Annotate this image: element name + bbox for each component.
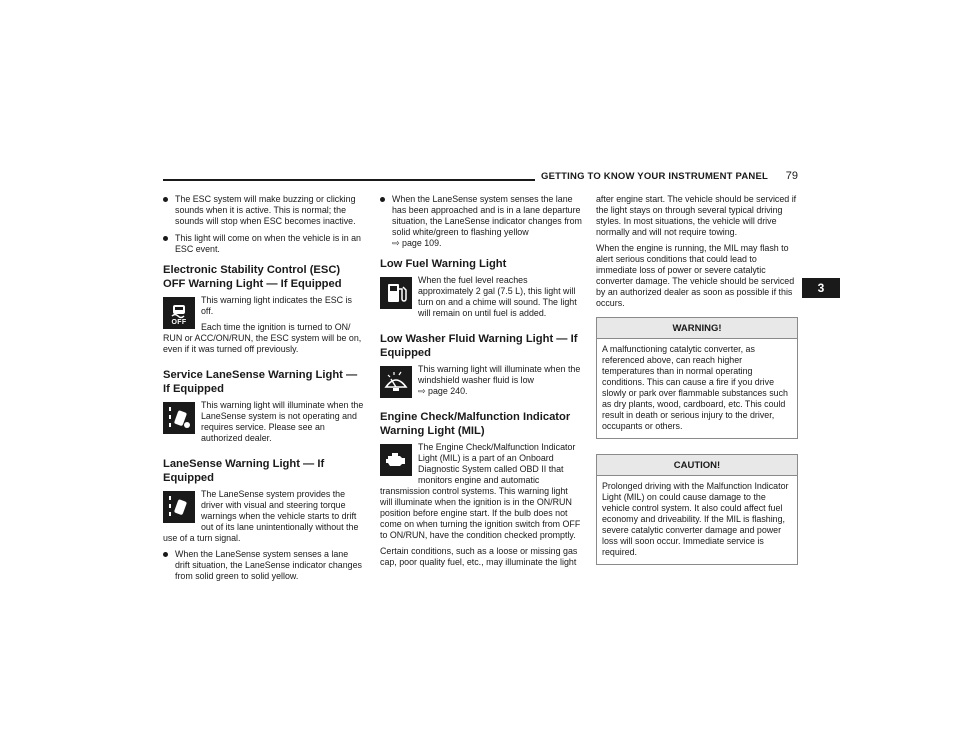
low-washer-text: This warning light will illuminate when the windshield washer fluid is low — [418, 364, 581, 385]
low-fuel-icon — [380, 277, 412, 309]
page-header — [163, 170, 800, 188]
fuel-pump-icon — [385, 281, 407, 305]
esc-off-para-1: This warning light indicates the ESC is off. — [201, 295, 352, 316]
bullet-text: This light will come on when the vehicle is in an ESC event. — [175, 233, 361, 254]
esc-off-icon — [163, 297, 195, 329]
bullet-text: When the LaneSense system senses a lane drift situation, the LaneSense indicator changes from solid green to solid yellow. — [175, 549, 362, 581]
lanesense-section — [163, 489, 365, 549]
column-1 — [163, 194, 365, 588]
bullet-text: The ESC system will make buzzing or clicking sounds when it is active. This is normal; the sounds will stop when ESC becomes inactive. — [175, 194, 356, 226]
caution-title: CAUTION! — [597, 455, 797, 476]
column-3 — [596, 194, 798, 565]
list-item — [380, 194, 582, 249]
page-number: 79 — [785, 170, 798, 182]
warning-body: A malfunctioning catalytic converter, as referenced above, can reach higher temperatures than in normal operating conditions. This can cause a fire if you drive slowly or park over flammable substances such as dry plants, wood, cardboard, etc. This could result in death or serious injury to the driver, occupants or others. — [602, 344, 788, 431]
chapter-tab: 3 — [802, 278, 840, 298]
mil-para-1: The Engine Check/Malfunction Indicator Light (MIL) is a part of an Onboard Diagnostic System called OBD II that monitors engine and automatic transmission control systems. This warning light will illuminate when the ignition is in the ON/RUN position before engine start. If the bulb does not come on when turning the ignition switch from OFF to ON/RUN, have the condition checked promptly. — [380, 442, 581, 540]
washer-fluid-icon — [380, 366, 412, 398]
warning-box — [596, 317, 798, 439]
service-lanesense-para: This warning light will illuminate when the LaneSense system is not operating and requires service. Please see an authorized dealer. — [201, 400, 364, 443]
service-lanesense-heading: Service LaneSense Warning Light — If Equipped — [163, 369, 358, 395]
low-fuel-section — [380, 275, 582, 324]
mil-continued-para-2: When the engine is running, the MIL may flash to alert serious conditions that could lead to immediate loss of power or severe catalytic converter damage. The vehicle should be serviced by an authorized dealer as soon as possible if this occurs. — [596, 243, 795, 308]
lane-car-icon — [166, 494, 192, 520]
page-ref-link[interactable]: page 240. — [428, 386, 468, 396]
low-fuel-heading: Low Fuel Warning Light — [380, 258, 507, 270]
warning-title: WARNING! — [597, 318, 797, 339]
bullet-icon — [163, 552, 168, 557]
section-title: GETTING TO KNOW YOUR INSTRUMENT PANEL — [535, 171, 768, 182]
service-lanesense-icon — [163, 402, 195, 434]
low-fuel-para: When the fuel level reaches approximately 2 gal (7.5 L), this light will turn on and a chime will sound. The light will remain on until fuel is added. — [418, 275, 577, 318]
esc-off-section — [163, 295, 365, 360]
bullet-icon — [163, 236, 168, 241]
mil-para-2: Certain conditions, such as a loose or missing gas cap, poor quality fuel, etc., may illuminate the light — [380, 546, 578, 567]
icon-off-label: OFF — [171, 319, 187, 326]
mil-heading: Engine Check/Malfunction Indicator Warning Light (MIL) — [380, 411, 571, 437]
mil-continued-para-1: after engine start. The vehicle should be serviced if the light stays on through several typical driving styles. In most situations, the vehicle will drive normally and will not require towing. — [596, 194, 797, 237]
esc-off-para-2: Each time the ignition is turned to ON/ RUN or ACC/ON/RUN, the ESC system will be on, even if it was turned off previously. — [163, 322, 362, 354]
check-engine-icon — [380, 444, 412, 476]
esc-off-heading: Electronic Stability Control (ESC) OFF Warning Light — If Equipped — [163, 264, 342, 290]
lanesense-para: The LaneSense system provides the driver with visual and steering torque warnings when the vehicle starts to drift out of its lane unintentionally without the use of a turn signal. — [163, 489, 359, 543]
low-washer-heading: Low Washer Fluid Warning Light — If Equipped — [380, 333, 578, 359]
page-ref-arrow-icon: ⇨ — [392, 238, 400, 248]
bullet-icon — [380, 197, 385, 202]
page-ref-link[interactable]: page 109. — [402, 238, 442, 248]
page-ref-arrow-icon: ⇨ — [418, 386, 426, 396]
mil-section — [380, 442, 582, 546]
lanesense-icon — [163, 491, 195, 523]
lanesense-heading: LaneSense Warning Light — If Equipped — [163, 458, 325, 484]
engine-icon — [383, 450, 409, 470]
low-washer-section — [380, 364, 582, 402]
list-item — [163, 549, 365, 582]
bullet-text: When the LaneSense system senses the lane has been approached and is in a lane departure situation, the LaneSense indicator changes from solid white/green to flashing yellow — [392, 194, 582, 237]
list-item — [163, 233, 365, 255]
bullet-icon — [163, 197, 168, 202]
service-lanesense-section — [163, 400, 365, 449]
list-item — [163, 194, 365, 227]
caution-body: Prolonged driving with the Malfunction Indicator Light (MIL) on could cause damage to the vehicle control system. It also could affect fuel economy and driveability. If the MIL is flashing, severe catalytic converter damage and power loss will soon occur. Immediate service is required. — [602, 481, 789, 557]
windshield-washer-icon — [383, 371, 409, 393]
lane-departure-icon — [166, 405, 192, 431]
caution-box — [596, 454, 798, 565]
column-2 — [380, 194, 582, 573]
